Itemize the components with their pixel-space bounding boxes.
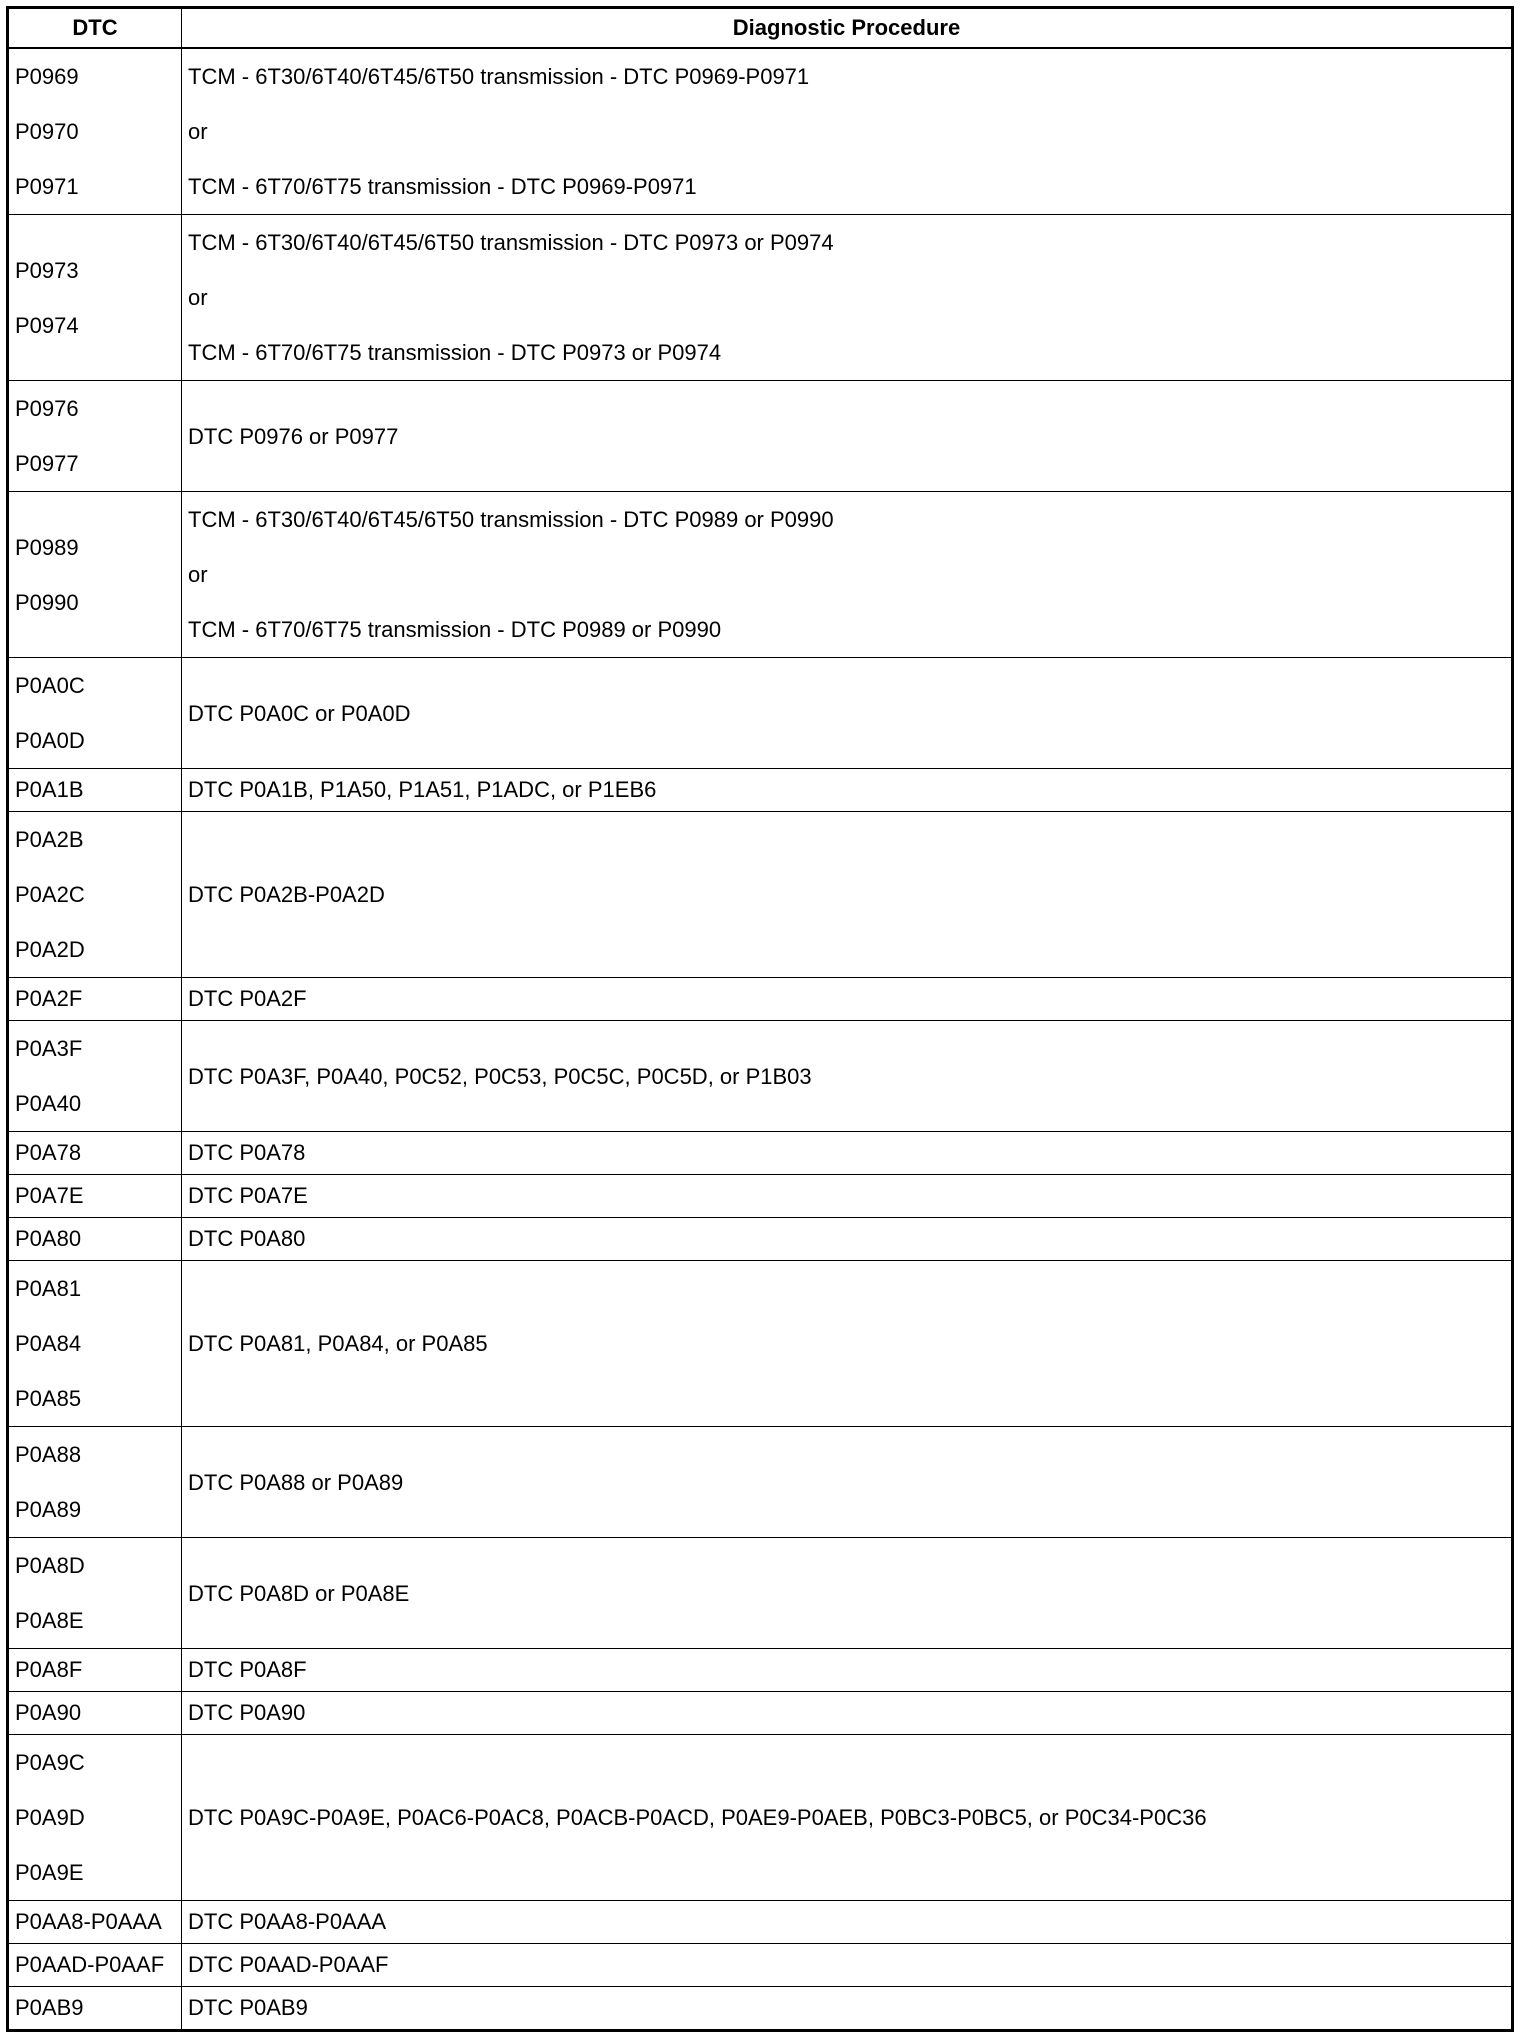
table-row	[8, 48, 1513, 215]
dtc-cell	[8, 381, 182, 492]
table-row	[8, 1132, 1513, 1175]
table-row	[8, 1538, 1513, 1649]
dtc-code: P0A40	[15, 1091, 82, 1116]
header-diagnostic-procedure: Diagnostic Procedure	[182, 8, 1513, 49]
dtc-code: P0970	[15, 119, 79, 144]
dtc-cell	[8, 1261, 182, 1427]
procedure-cell	[182, 1021, 1513, 1132]
procedure-cell	[182, 48, 1513, 215]
table-row	[8, 1944, 1513, 1987]
table-row	[8, 812, 1513, 978]
dtc-code: P0A2F	[15, 986, 83, 1011]
table-header	[8, 8, 1513, 49]
dtc-code: P0A90	[15, 1700, 82, 1725]
procedure-cell	[182, 1427, 1513, 1538]
procedure-text: TCM - 6T30/6T40/6T45/6T50 transmission - DTC P0989 or P0990	[188, 507, 834, 532]
procedure-text: TCM - 6T70/6T75 transmission - DTC P0989 or P0990	[188, 617, 722, 642]
dtc-code: P0973	[15, 257, 79, 283]
procedure-text: DTC P0A8F	[188, 1657, 307, 1682]
dtc-code: P0A9D	[15, 1805, 85, 1830]
procedure-cell	[182, 1987, 1513, 2031]
dtc-code: P0A8D	[15, 1553, 85, 1578]
table-row	[8, 1218, 1513, 1261]
procedure-text: DTC P0A7E	[188, 1183, 308, 1208]
table-row	[8, 1901, 1513, 1944]
dtc-code: P0990	[15, 589, 79, 615]
procedure-cell	[182, 1649, 1513, 1692]
table-row	[8, 658, 1513, 769]
procedure-cell	[182, 1132, 1513, 1175]
procedure-text: TCM - 6T30/6T40/6T45/6T50 transmission - DTC P0973 or P0974	[188, 230, 834, 255]
dtc-code: P0A0D	[15, 728, 85, 753]
dtc-cell	[8, 1987, 182, 2031]
dtc-code: P0A8E	[15, 1608, 84, 1633]
dtc-cell	[8, 1649, 182, 1692]
table-row	[8, 381, 1513, 492]
table-row	[8, 215, 1513, 381]
procedure-text: DTC P0AB9	[188, 1995, 308, 2020]
procedure-cell	[182, 1901, 1513, 1944]
procedure-text: DTC P0A9C-P0A9E, P0AC6-P0AC8, P0ACB-P0ACD, P0AE9-P0AEB, P0BC3-P0BC5, or P0C34-P0C36	[188, 1805, 1207, 1830]
procedure-cell	[182, 978, 1513, 1021]
procedure-cell	[182, 1692, 1513, 1735]
dtc-cell	[8, 1427, 182, 1538]
dtc-code: P0A80	[15, 1226, 82, 1251]
dtc-code: P0989	[15, 534, 79, 560]
dtc-code: P0A88	[15, 1442, 82, 1467]
procedure-cell	[182, 215, 1513, 381]
dtc-cell	[8, 658, 182, 769]
dtc-code: P0A9C	[15, 1750, 85, 1775]
dtc-code: P0A85	[15, 1386, 82, 1411]
dtc-code: P0AA8-P0AAA	[15, 1909, 162, 1934]
dtc-code: P0A1B	[15, 777, 84, 802]
dtc-cell	[8, 1538, 182, 1649]
procedure-text: DTC P0A8D or P0A8E	[188, 1580, 410, 1606]
procedure-text: DTC P0AA8-P0AAA	[188, 1909, 387, 1934]
dtc-code: P0A9E	[15, 1860, 84, 1885]
dtc-code: P0A7E	[15, 1183, 84, 1208]
table-row	[8, 1987, 1513, 2031]
procedure-text: TCM - 6T70/6T75 transmission - DTC P0973 or P0974	[188, 340, 722, 365]
procedure-cell	[182, 658, 1513, 769]
table-row	[8, 1175, 1513, 1218]
procedure-cell	[182, 1175, 1513, 1218]
dtc-cell	[8, 812, 182, 978]
table-body	[8, 48, 1513, 2031]
dtc-cell	[8, 48, 182, 215]
dtc-code: P0A8F	[15, 1657, 83, 1682]
header-row	[8, 8, 1513, 49]
header-dtc: DTC	[8, 8, 182, 49]
procedure-text: DTC P0A81, P0A84, or P0A85	[188, 1331, 488, 1356]
dtc-code: P0A2B	[15, 827, 84, 852]
dtc-code: P0969	[15, 64, 79, 89]
dtc-code: P0AAD-P0AAF	[15, 1952, 165, 1977]
procedure-cell	[182, 381, 1513, 492]
procedure-cell	[182, 1538, 1513, 1649]
table-row	[8, 492, 1513, 658]
table-row	[8, 1649, 1513, 1692]
procedure-cell	[182, 1218, 1513, 1261]
procedure-text: TCM - 6T70/6T75 transmission - DTC P0969-P0971	[188, 174, 697, 199]
dtc-code: P0A78	[15, 1140, 82, 1165]
procedure-text: or	[188, 119, 208, 144]
dtc-table	[6, 6, 1514, 2032]
procedure-text: DTC P0A88 or P0A89	[188, 1469, 404, 1495]
procedure-text: or	[188, 285, 208, 310]
procedure-text: TCM - 6T30/6T40/6T45/6T50 transmission - DTC P0969-P0971	[188, 64, 810, 89]
dtc-cell	[8, 492, 182, 658]
dtc-cell	[8, 1944, 182, 1987]
table-row	[8, 1735, 1513, 1901]
procedure-text: or	[188, 562, 208, 587]
procedure-cell	[182, 492, 1513, 658]
dtc-code: P0A3F	[15, 1036, 83, 1061]
procedure-text: DTC P0A2F	[188, 986, 307, 1011]
procedure-text: DTC P0A0C or P0A0D	[188, 700, 411, 726]
procedure-text: DTC P0A80	[188, 1226, 306, 1251]
dtc-code: P0A2C	[15, 882, 85, 907]
dtc-cell	[8, 215, 182, 381]
dtc-code: P0974	[15, 312, 79, 338]
procedure-text: DTC P0AAD-P0AAF	[188, 1952, 389, 1977]
procedure-text: DTC P0976 or P0977	[188, 423, 399, 449]
dtc-cell	[8, 769, 182, 812]
procedure-cell	[182, 1944, 1513, 1987]
procedure-text: DTC P0A3F, P0A40, P0C52, P0C53, P0C5C, P0C5D, or P1B03	[188, 1063, 812, 1089]
dtc-cell	[8, 1735, 182, 1901]
dtc-code: P0A81	[15, 1276, 82, 1301]
table-row	[8, 1427, 1513, 1538]
dtc-cell	[8, 1175, 182, 1218]
dtc-code: P0A2D	[15, 937, 85, 962]
table-row	[8, 1692, 1513, 1735]
dtc-code: P0A89	[15, 1497, 82, 1522]
procedure-cell	[182, 769, 1513, 812]
dtc-cell	[8, 1901, 182, 1944]
dtc-code: P0A0C	[15, 673, 85, 698]
dtc-code: P0977	[15, 451, 79, 476]
dtc-code: P0976	[15, 396, 79, 421]
procedure-cell	[182, 1261, 1513, 1427]
dtc-cell	[8, 1021, 182, 1132]
procedure-cell	[182, 812, 1513, 978]
procedure-text: DTC P0A78	[188, 1140, 306, 1165]
procedure-text: DTC P0A1B, P1A50, P1A51, P1ADC, or P1EB6	[188, 777, 657, 802]
procedure-cell	[182, 1735, 1513, 1901]
dtc-code: P0AB9	[15, 1995, 84, 2020]
dtc-cell	[8, 1218, 182, 1261]
table-row	[8, 978, 1513, 1021]
dtc-cell	[8, 1132, 182, 1175]
table-row	[8, 1021, 1513, 1132]
table-row	[8, 1261, 1513, 1427]
procedure-text: DTC P0A90	[188, 1700, 306, 1725]
table-row	[8, 769, 1513, 812]
dtc-cell	[8, 1692, 182, 1735]
dtc-code: P0A84	[15, 1331, 82, 1356]
dtc-cell	[8, 978, 182, 1021]
procedure-text: DTC P0A2B-P0A2D	[188, 882, 385, 907]
dtc-code: P0971	[15, 174, 79, 199]
